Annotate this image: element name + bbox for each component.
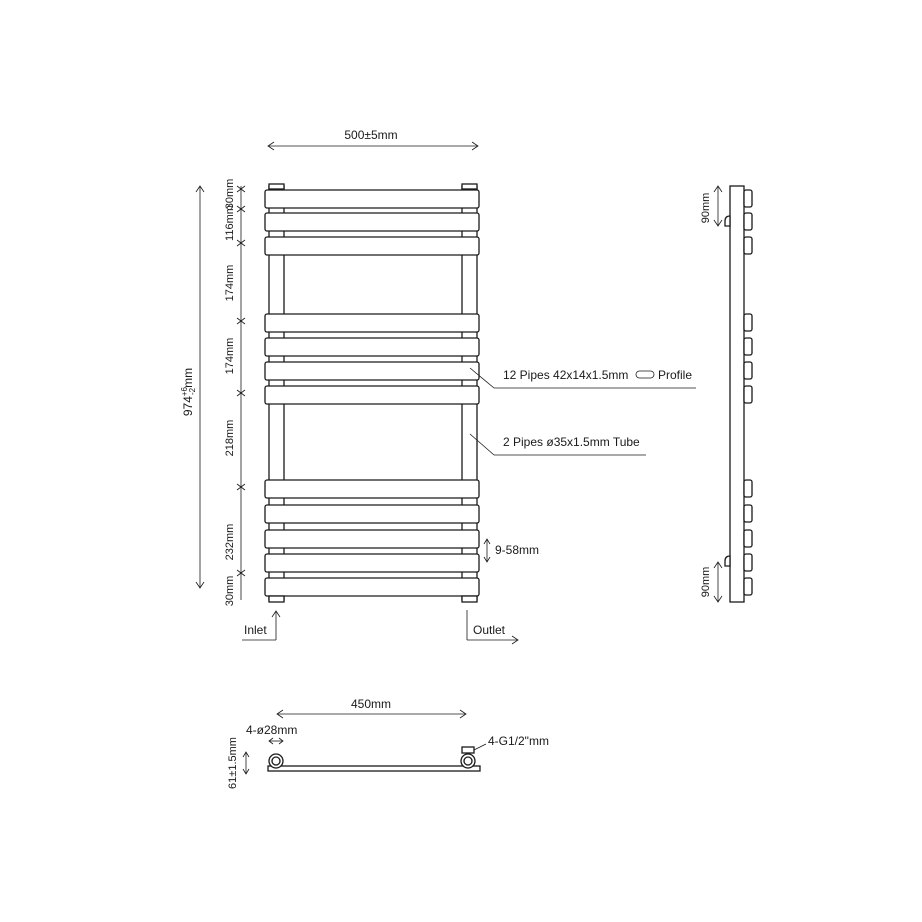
bottom-wall-bracket xyxy=(725,556,730,566)
horizontal-pipe xyxy=(265,480,479,498)
segment-116-label: 116mm xyxy=(224,205,236,241)
profile-shape-icon xyxy=(636,371,654,378)
gap-dimension-label: 9-58mm xyxy=(495,543,540,557)
horizontal-pipe xyxy=(265,190,479,208)
right-valve-inner xyxy=(464,757,472,765)
pipes-profile-label: 12 Pipes 42x14x1.5mm xyxy=(503,368,629,382)
pipes-tube-label: 2 Pipes ø35x1.5mm Tube xyxy=(503,435,640,449)
top-wall-bracket xyxy=(725,216,730,226)
segment-218-label: 218mm xyxy=(224,419,236,457)
bottom-view xyxy=(227,697,549,789)
segment-top-label: 30mm xyxy=(224,178,236,210)
horizontal-pipe xyxy=(265,530,479,548)
segment-174a-label: 174mm xyxy=(224,264,236,302)
side-pipe-profiles xyxy=(744,190,752,595)
horizontal-pipe xyxy=(265,338,479,356)
segment-bottom-label: 30mm xyxy=(224,575,236,607)
front-view xyxy=(180,128,539,644)
left-top-cap xyxy=(269,184,284,189)
outlet-label: Outlet xyxy=(473,623,506,637)
side-bottom-dimension-label: 90mm xyxy=(700,566,712,598)
profile-word-label: Profile xyxy=(658,368,693,382)
horizontal-pipe xyxy=(265,578,479,596)
thread-leader-diagonal xyxy=(474,744,486,750)
callouts xyxy=(470,368,696,455)
horizontal-pipe xyxy=(265,386,479,404)
height-dimension-label: $974^{+6}-2mm$ xyxy=(180,367,197,417)
side-top-dimension-label: 90mm xyxy=(700,192,712,224)
horizontal-pipes xyxy=(265,190,479,596)
horizontal-pipe xyxy=(265,213,479,231)
right-valve-thread xyxy=(462,747,474,753)
inlet-label: Inlet xyxy=(244,623,267,637)
width-dimension-label: 500±5mm xyxy=(344,128,398,142)
thread-dimension-label: 4-G1/2"mm xyxy=(488,734,549,748)
horizontal-pipe xyxy=(265,314,479,332)
horizontal-pipe xyxy=(265,237,479,255)
horizontal-pipe xyxy=(265,505,479,523)
bottom-pipe-bar xyxy=(268,766,480,771)
horizontal-pipe xyxy=(265,362,479,380)
right-top-cap xyxy=(462,184,477,189)
horizontal-pipe xyxy=(265,554,479,572)
side-vertical-tube xyxy=(730,186,744,602)
depth-dimension-label: 61±1.5mm xyxy=(227,737,239,789)
side-view xyxy=(700,186,752,602)
right-bottom-cap xyxy=(462,596,477,602)
segment-232-label: 232mm xyxy=(224,523,236,561)
diameter-dimension-label: 4-ø28mm xyxy=(246,723,298,737)
left-bottom-cap xyxy=(269,596,284,602)
centre-dimension-label: 450mm xyxy=(350,697,392,711)
segment-174b-label: 174mm xyxy=(224,337,236,375)
left-valve-inner xyxy=(272,757,280,765)
